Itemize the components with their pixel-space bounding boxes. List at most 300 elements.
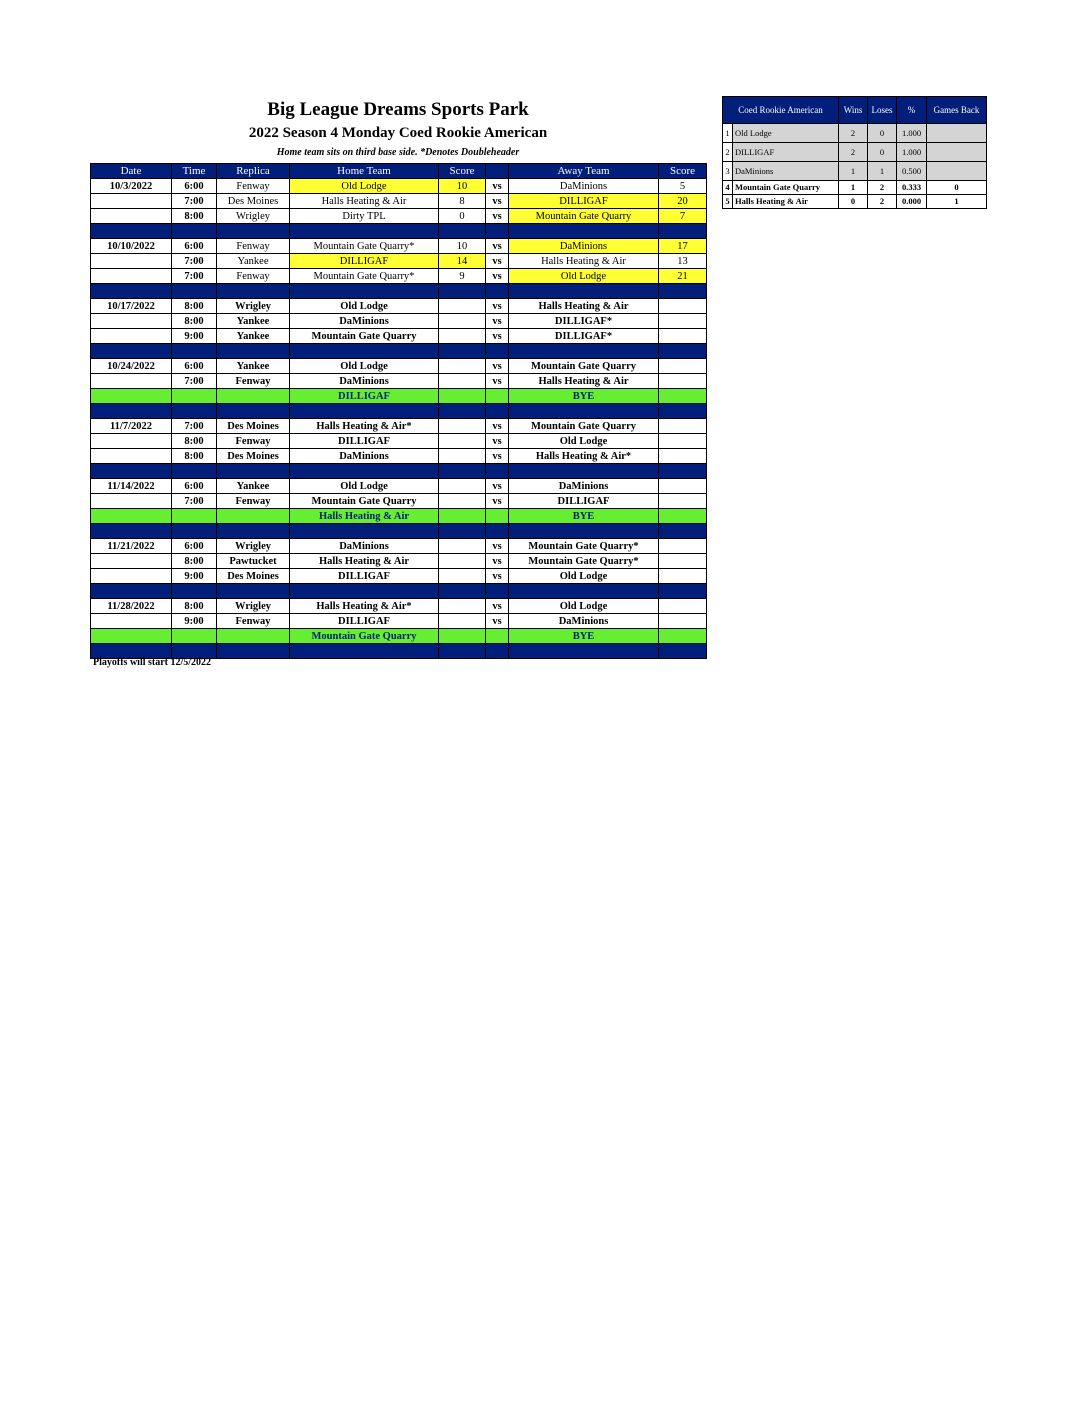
standings-loses: 1 bbox=[868, 162, 897, 181]
game-date: 10/17/2022 bbox=[91, 299, 172, 314]
game-row bbox=[91, 329, 707, 344]
separator-cell bbox=[290, 524, 439, 539]
game-row bbox=[91, 569, 707, 584]
away-score bbox=[659, 359, 707, 374]
separator-cell bbox=[91, 524, 172, 539]
separator-cell bbox=[172, 524, 217, 539]
separator-cell bbox=[439, 284, 486, 299]
standings-pct: 1.000 bbox=[897, 143, 927, 162]
away-score bbox=[659, 614, 707, 629]
standings-pct: 0.333 bbox=[897, 181, 927, 195]
game-row bbox=[91, 479, 707, 494]
game-time: 9:00 bbox=[172, 329, 217, 344]
separator-cell bbox=[486, 284, 509, 299]
title-block bbox=[90, 98, 706, 160]
away-score bbox=[659, 539, 707, 554]
game-replica: Fenway bbox=[217, 179, 290, 194]
separator-cell bbox=[659, 284, 707, 299]
game-time: 6:00 bbox=[172, 239, 217, 254]
away-team: Halls Heating & Air bbox=[509, 374, 659, 389]
game-date bbox=[91, 374, 172, 389]
away-team: DILLIGAF* bbox=[509, 314, 659, 329]
away-score bbox=[659, 569, 707, 584]
standings-col-games-back: Games Back bbox=[927, 97, 987, 124]
separator-cell bbox=[217, 584, 290, 599]
week-separator bbox=[91, 404, 707, 419]
away-team: Halls Heating & Air bbox=[509, 254, 659, 269]
separator-cell bbox=[509, 644, 659, 659]
away-team: Old Lodge bbox=[509, 269, 659, 284]
separator-cell bbox=[290, 464, 439, 479]
game-time: 7:00 bbox=[172, 374, 217, 389]
standings-team: DaMinions bbox=[733, 162, 839, 181]
game-row bbox=[91, 269, 707, 284]
separator-cell bbox=[91, 344, 172, 359]
separator-cell bbox=[509, 284, 659, 299]
bye-team: Mountain Gate Quarry bbox=[290, 629, 439, 644]
away-score: 13 bbox=[659, 254, 707, 269]
away-team: Mountain Gate Quarry bbox=[509, 209, 659, 224]
vs-label: vs bbox=[486, 539, 509, 554]
standings-header-row bbox=[723, 97, 987, 124]
separator-cell bbox=[91, 284, 172, 299]
separator-cell bbox=[91, 404, 172, 419]
separator-cell bbox=[290, 644, 439, 659]
game-replica: Des Moines bbox=[217, 569, 290, 584]
standings-games-back bbox=[927, 143, 987, 162]
vs-label: vs bbox=[486, 554, 509, 569]
separator-cell bbox=[217, 344, 290, 359]
standings-loses: 2 bbox=[868, 181, 897, 195]
standings-body bbox=[723, 124, 987, 209]
separator-cell bbox=[659, 224, 707, 239]
bye-empty-cell bbox=[217, 389, 290, 404]
away-team: DILLIGAF bbox=[509, 194, 659, 209]
separator-cell bbox=[290, 584, 439, 599]
away-team: Mountain Gate Quarry* bbox=[509, 554, 659, 569]
standings-loses: 2 bbox=[868, 195, 897, 209]
bye-team: DILLIGAF bbox=[290, 389, 439, 404]
separator-cell bbox=[217, 224, 290, 239]
away-score: 21 bbox=[659, 269, 707, 284]
game-date bbox=[91, 269, 172, 284]
home-score bbox=[439, 359, 486, 374]
bye-empty-cell bbox=[91, 389, 172, 404]
bye-team: Halls Heating & Air bbox=[290, 509, 439, 524]
game-time: 9:00 bbox=[172, 569, 217, 584]
separator-cell bbox=[486, 224, 509, 239]
home-score bbox=[439, 479, 486, 494]
vs-label: vs bbox=[486, 299, 509, 314]
game-date bbox=[91, 254, 172, 269]
separator-cell bbox=[217, 404, 290, 419]
home-team-note: Home team sits on third base side. *Denotes Doubleheader bbox=[276, 147, 520, 158]
separator-cell bbox=[486, 464, 509, 479]
week-separator bbox=[91, 584, 707, 599]
vs-label: vs bbox=[486, 329, 509, 344]
home-score: 10 bbox=[439, 239, 486, 254]
bye-empty-cell bbox=[486, 389, 509, 404]
game-replica: Fenway bbox=[217, 239, 290, 254]
home-team: Old Lodge bbox=[290, 299, 439, 314]
game-time: 7:00 bbox=[172, 494, 217, 509]
away-team: Old Lodge bbox=[509, 569, 659, 584]
separator-cell bbox=[439, 524, 486, 539]
standings-col-loses: Loses bbox=[868, 97, 897, 124]
home-score bbox=[439, 374, 486, 389]
standings-pct: 0.500 bbox=[897, 162, 927, 181]
standings-rank: 4 bbox=[723, 181, 733, 195]
standings-rank: 2 bbox=[723, 143, 733, 162]
vs-label: vs bbox=[486, 209, 509, 224]
home-team: DILLIGAF bbox=[290, 569, 439, 584]
game-time: 7:00 bbox=[172, 269, 217, 284]
game-date bbox=[91, 329, 172, 344]
game-time: 6:00 bbox=[172, 359, 217, 374]
home-score bbox=[439, 599, 486, 614]
separator-cell bbox=[290, 224, 439, 239]
game-row bbox=[91, 179, 707, 194]
separator-cell bbox=[217, 284, 290, 299]
separator-cell bbox=[91, 224, 172, 239]
standings-col-division: Coed Rookie American bbox=[723, 97, 839, 124]
game-row bbox=[91, 614, 707, 629]
home-team: Old Lodge bbox=[290, 359, 439, 374]
game-row bbox=[91, 374, 707, 389]
game-date bbox=[91, 314, 172, 329]
separator-cell bbox=[172, 464, 217, 479]
home-score bbox=[439, 449, 486, 464]
home-team: Mountain Gate Quarry bbox=[290, 329, 439, 344]
vs-label: vs bbox=[486, 179, 509, 194]
playoffs-note: Playoffs will start 12/5/2022 bbox=[93, 657, 212, 668]
separator-cell bbox=[659, 404, 707, 419]
separator-cell bbox=[172, 344, 217, 359]
standings-wins: 1 bbox=[839, 162, 868, 181]
game-date: 10/10/2022 bbox=[91, 239, 172, 254]
home-team: DILLIGAF bbox=[290, 614, 439, 629]
away-score bbox=[659, 299, 707, 314]
standings-team: Halls Heating & Air bbox=[733, 195, 839, 209]
game-row bbox=[91, 194, 707, 209]
away-score bbox=[659, 554, 707, 569]
bye-empty-cell bbox=[172, 629, 217, 644]
separator-cell bbox=[486, 644, 509, 659]
game-date bbox=[91, 569, 172, 584]
away-team: DaMinions bbox=[509, 479, 659, 494]
home-team: Old Lodge bbox=[290, 179, 439, 194]
standings-team: Old Lodge bbox=[733, 124, 839, 143]
vs-label: vs bbox=[486, 479, 509, 494]
home-team: Mountain Gate Quarry bbox=[290, 494, 439, 509]
game-replica: Des Moines bbox=[217, 194, 290, 209]
game-time: 8:00 bbox=[172, 554, 217, 569]
vs-label: vs bbox=[486, 194, 509, 209]
home-score bbox=[439, 329, 486, 344]
game-time: 7:00 bbox=[172, 194, 217, 209]
game-time: 8:00 bbox=[172, 314, 217, 329]
game-row bbox=[91, 359, 707, 374]
game-row bbox=[91, 209, 707, 224]
separator-cell bbox=[659, 644, 707, 659]
game-date bbox=[91, 194, 172, 209]
away-team: Halls Heating & Air* bbox=[509, 449, 659, 464]
home-team: Halls Heating & Air bbox=[290, 554, 439, 569]
game-replica: Yankee bbox=[217, 359, 290, 374]
separator-cell bbox=[509, 344, 659, 359]
bye-empty-cell bbox=[659, 389, 707, 404]
away-score bbox=[659, 314, 707, 329]
game-replica: Des Moines bbox=[217, 419, 290, 434]
away-team: Mountain Gate Quarry bbox=[509, 359, 659, 374]
bye-row bbox=[91, 389, 707, 404]
standings-games-back: 0 bbox=[927, 181, 987, 195]
separator-cell bbox=[659, 464, 707, 479]
home-team: DaMinions bbox=[290, 539, 439, 554]
game-replica: Wrigley bbox=[217, 539, 290, 554]
away-team: DaMinions bbox=[509, 239, 659, 254]
away-team: DILLIGAF* bbox=[509, 329, 659, 344]
week-separator bbox=[91, 524, 707, 539]
separator-cell bbox=[509, 584, 659, 599]
standings-row bbox=[723, 143, 987, 162]
standings-games-back bbox=[927, 162, 987, 181]
game-date: 11/14/2022 bbox=[91, 479, 172, 494]
vs-label: vs bbox=[486, 359, 509, 374]
page-title: Big League Dreams Sports Park bbox=[267, 99, 529, 120]
vs-label: vs bbox=[486, 449, 509, 464]
standings-wins: 2 bbox=[839, 143, 868, 162]
col-away-score: Score bbox=[659, 164, 707, 179]
separator-cell bbox=[217, 464, 290, 479]
away-score: 20 bbox=[659, 194, 707, 209]
separator-cell bbox=[659, 524, 707, 539]
away-score: 7 bbox=[659, 209, 707, 224]
game-replica: Fenway bbox=[217, 374, 290, 389]
separator-cell bbox=[509, 224, 659, 239]
game-date bbox=[91, 449, 172, 464]
away-score bbox=[659, 329, 707, 344]
standings-loses: 0 bbox=[868, 124, 897, 143]
game-row bbox=[91, 239, 707, 254]
bye-empty-cell bbox=[659, 629, 707, 644]
separator-cell bbox=[290, 344, 439, 359]
away-score bbox=[659, 374, 707, 389]
separator-cell bbox=[217, 644, 290, 659]
standings-col-wins: Wins bbox=[839, 97, 868, 124]
game-time: 8:00 bbox=[172, 209, 217, 224]
standings-table bbox=[722, 96, 987, 209]
away-team: DILLIGAF bbox=[509, 494, 659, 509]
separator-cell bbox=[439, 644, 486, 659]
away-score bbox=[659, 479, 707, 494]
home-team: Halls Heating & Air* bbox=[290, 419, 439, 434]
standings-row bbox=[723, 195, 987, 209]
game-date bbox=[91, 434, 172, 449]
separator-cell bbox=[439, 404, 486, 419]
standings-rank: 1 bbox=[723, 124, 733, 143]
home-team: Mountain Gate Quarry* bbox=[290, 239, 439, 254]
game-replica: Fenway bbox=[217, 269, 290, 284]
separator-cell bbox=[172, 224, 217, 239]
game-time: 7:00 bbox=[172, 419, 217, 434]
vs-label: vs bbox=[486, 314, 509, 329]
week-separator bbox=[91, 284, 707, 299]
home-team: DaMinions bbox=[290, 449, 439, 464]
col-vs bbox=[486, 164, 509, 179]
standings-wins: 2 bbox=[839, 124, 868, 143]
game-time: 6:00 bbox=[172, 479, 217, 494]
bye-label: BYE bbox=[509, 389, 659, 404]
col-replica: Replica bbox=[217, 164, 290, 179]
game-replica: Yankee bbox=[217, 329, 290, 344]
vs-label: vs bbox=[486, 599, 509, 614]
bye-row bbox=[91, 629, 707, 644]
game-replica: Pawtucket bbox=[217, 554, 290, 569]
home-team: Halls Heating & Air* bbox=[290, 599, 439, 614]
away-score bbox=[659, 494, 707, 509]
game-replica: Yankee bbox=[217, 254, 290, 269]
home-score bbox=[439, 554, 486, 569]
game-time: 6:00 bbox=[172, 539, 217, 554]
game-replica: Fenway bbox=[217, 494, 290, 509]
home-score bbox=[439, 434, 486, 449]
home-score: 14 bbox=[439, 254, 486, 269]
separator-cell bbox=[486, 584, 509, 599]
game-date bbox=[91, 494, 172, 509]
separator-cell bbox=[659, 584, 707, 599]
bye-empty-cell bbox=[217, 629, 290, 644]
game-time: 9:00 bbox=[172, 614, 217, 629]
home-team: Old Lodge bbox=[290, 479, 439, 494]
week-separator bbox=[91, 344, 707, 359]
game-replica: Wrigley bbox=[217, 299, 290, 314]
game-date bbox=[91, 614, 172, 629]
game-row bbox=[91, 599, 707, 614]
separator-cell bbox=[290, 284, 439, 299]
away-team: DaMinions bbox=[509, 614, 659, 629]
separator-cell bbox=[172, 404, 217, 419]
standings-wins: 1 bbox=[839, 181, 868, 195]
home-score bbox=[439, 539, 486, 554]
bye-label: BYE bbox=[509, 629, 659, 644]
standings-games-back bbox=[927, 124, 987, 143]
schedule-header-row bbox=[91, 164, 707, 179]
away-score bbox=[659, 434, 707, 449]
game-row bbox=[91, 434, 707, 449]
away-score bbox=[659, 449, 707, 464]
separator-cell bbox=[217, 524, 290, 539]
game-row bbox=[91, 419, 707, 434]
bye-empty-cell bbox=[91, 509, 172, 524]
separator-cell bbox=[439, 584, 486, 599]
home-score: 8 bbox=[439, 194, 486, 209]
vs-label: vs bbox=[486, 569, 509, 584]
game-time: 8:00 bbox=[172, 449, 217, 464]
away-team: DaMinions bbox=[509, 179, 659, 194]
separator-cell bbox=[509, 464, 659, 479]
game-row bbox=[91, 254, 707, 269]
away-score: 5 bbox=[659, 179, 707, 194]
standings-team: Mountain Gate Quarry bbox=[733, 181, 839, 195]
separator-cell bbox=[439, 344, 486, 359]
home-score: 9 bbox=[439, 269, 486, 284]
vs-label: vs bbox=[486, 239, 509, 254]
bye-empty-cell bbox=[439, 509, 486, 524]
home-score bbox=[439, 569, 486, 584]
week-separator bbox=[91, 224, 707, 239]
standings-games-back: 1 bbox=[927, 195, 987, 209]
standings-row bbox=[723, 124, 987, 143]
home-team: DaMinions bbox=[290, 314, 439, 329]
bye-empty-cell bbox=[659, 509, 707, 524]
bye-label: BYE bbox=[509, 509, 659, 524]
bye-empty-cell bbox=[91, 629, 172, 644]
vs-label: vs bbox=[486, 434, 509, 449]
home-team: DaMinions bbox=[290, 374, 439, 389]
bye-empty-cell bbox=[439, 389, 486, 404]
separator-cell bbox=[509, 404, 659, 419]
separator-cell bbox=[486, 524, 509, 539]
game-row bbox=[91, 539, 707, 554]
separator-cell bbox=[91, 584, 172, 599]
away-score bbox=[659, 599, 707, 614]
bye-empty-cell bbox=[486, 629, 509, 644]
separator-cell bbox=[172, 584, 217, 599]
separator-cell bbox=[659, 344, 707, 359]
game-row bbox=[91, 554, 707, 569]
vs-label: vs bbox=[486, 374, 509, 389]
col-home-score: Score bbox=[439, 164, 486, 179]
game-date: 10/24/2022 bbox=[91, 359, 172, 374]
away-team: Old Lodge bbox=[509, 599, 659, 614]
game-row bbox=[91, 299, 707, 314]
separator-cell bbox=[486, 404, 509, 419]
separator-cell bbox=[290, 404, 439, 419]
game-replica: Fenway bbox=[217, 614, 290, 629]
standings-pct: 0.000 bbox=[897, 195, 927, 209]
bye-empty-cell bbox=[172, 509, 217, 524]
vs-label: vs bbox=[486, 494, 509, 509]
standings-rank: 3 bbox=[723, 162, 733, 181]
separator-cell bbox=[439, 464, 486, 479]
standings-wins: 0 bbox=[839, 195, 868, 209]
game-replica: Fenway bbox=[217, 434, 290, 449]
separator-cell bbox=[509, 524, 659, 539]
away-team: Halls Heating & Air bbox=[509, 299, 659, 314]
vs-label: vs bbox=[486, 254, 509, 269]
game-time: 6:00 bbox=[172, 179, 217, 194]
game-time: 8:00 bbox=[172, 599, 217, 614]
separator-cell bbox=[172, 284, 217, 299]
home-score: 0 bbox=[439, 209, 486, 224]
game-date bbox=[91, 554, 172, 569]
col-date: Date bbox=[91, 164, 172, 179]
game-date: 10/3/2022 bbox=[91, 179, 172, 194]
schedule-body bbox=[91, 179, 707, 659]
game-row bbox=[91, 314, 707, 329]
standings-pct: 1.000 bbox=[897, 124, 927, 143]
separator-cell bbox=[486, 344, 509, 359]
home-score bbox=[439, 614, 486, 629]
bye-row bbox=[91, 509, 707, 524]
bye-empty-cell bbox=[439, 629, 486, 644]
game-replica: Wrigley bbox=[217, 599, 290, 614]
vs-label: vs bbox=[486, 419, 509, 434]
home-score bbox=[439, 314, 486, 329]
week-separator bbox=[91, 464, 707, 479]
away-team: Mountain Gate Quarry bbox=[509, 419, 659, 434]
